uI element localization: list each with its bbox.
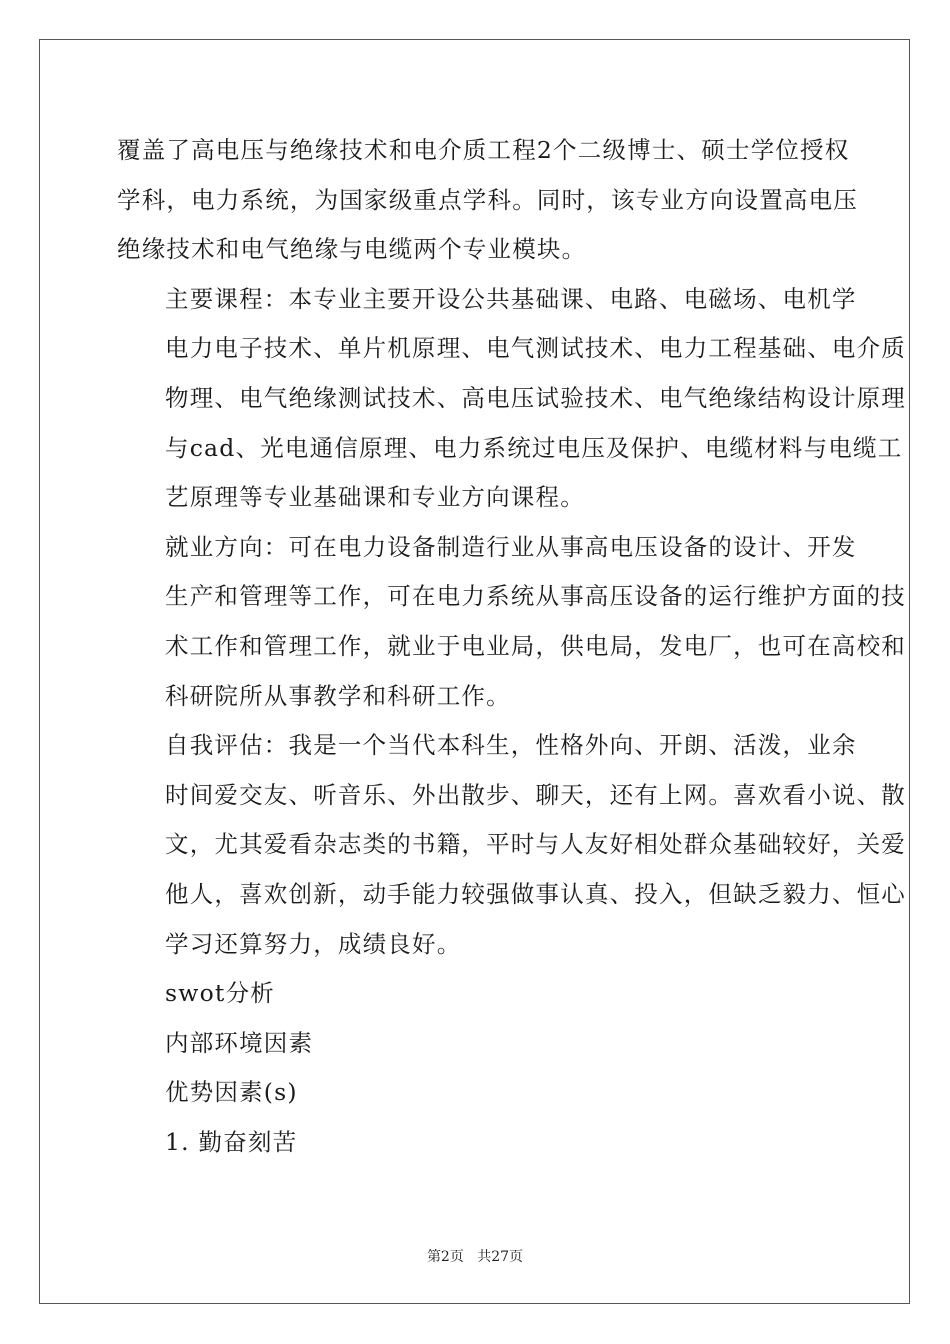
paragraph-main-courses [117, 275, 906, 523]
text-line: 就业方向：可在电力设备制造行业从事高电压设备的设计、开发 [165, 532, 857, 561]
text-line: 1. 勤奋刻苦 [165, 1127, 298, 1156]
page-number: 第2页 [426, 1249, 464, 1265]
text-line: 电力电子技术、单片机原理、电气测试技术、电力工程基础、电介质 [165, 334, 906, 363]
text-line: 生产和管理等工作，可在电力系统从事高压设备的运行维护方面的技 [165, 582, 906, 611]
paragraph-degree-coverage [117, 126, 858, 275]
text-line: 术工作和管理工作，就业于电业局，供电局，发电厂，也可在高校和 [165, 631, 906, 660]
text-line: 绝缘技术和电气绝缘与电缆两个专业模块。 [117, 235, 587, 264]
text-line: 文，尤其爱看杂志类的书籍，平时与人友好相处群众基础较好，关爱 [165, 830, 906, 859]
document-body [117, 126, 906, 1167]
text-line: 内部环境因素 [165, 1028, 314, 1057]
text-line: 时间爱交友、听音乐、外出散步、聊天，还有上网。喜欢看小说、散 [165, 780, 906, 809]
text-line: 自我评估：我是一个当代本科生，性格外向、开朗、活泼，业余 [165, 731, 857, 760]
page-total: 共27页 [477, 1249, 524, 1265]
text-line: 科研院所从事教学和科研工作。 [165, 681, 511, 710]
text-line: 学科，电力系统，为国家级重点学科。同时，该专业方向设置高电压 [117, 185, 858, 214]
text-line: 优势因素(s) [165, 1078, 298, 1107]
text-line: 艺原理等专业基础课和专业方向课程。 [165, 483, 585, 512]
text-line: 他人，喜欢创新，动手能力较强做事认真、投入，但缺乏毅力、恒心 [165, 879, 906, 908]
list-item [117, 1118, 837, 1168]
paragraph-career-direction [117, 523, 906, 721]
page-footer [0, 1246, 950, 1266]
heading-strengths [117, 1068, 837, 1118]
text-line: 与cad、光电通信原理、电力系统过电压及保护、电缆材料与电缆工 [165, 433, 903, 462]
text-line: 主要课程：本专业主要开设公共基础课、电路、电磁场、电机学 [165, 284, 857, 313]
paragraph-self-assessment [117, 721, 906, 969]
heading-internal-factors [117, 1019, 837, 1069]
text-line: 物理、电气绝缘测试技术、高电压试验技术、电气绝缘结构设计原理 [165, 383, 906, 412]
heading-swot [117, 969, 837, 1019]
text-line: swot分析 [165, 979, 275, 1008]
text-line: 覆盖了高电压与绝缘技术和电介质工程2个二级博士、硕士学位授权 [117, 136, 850, 164]
text-line: 学习还算努力，成绩良好。 [165, 929, 462, 958]
